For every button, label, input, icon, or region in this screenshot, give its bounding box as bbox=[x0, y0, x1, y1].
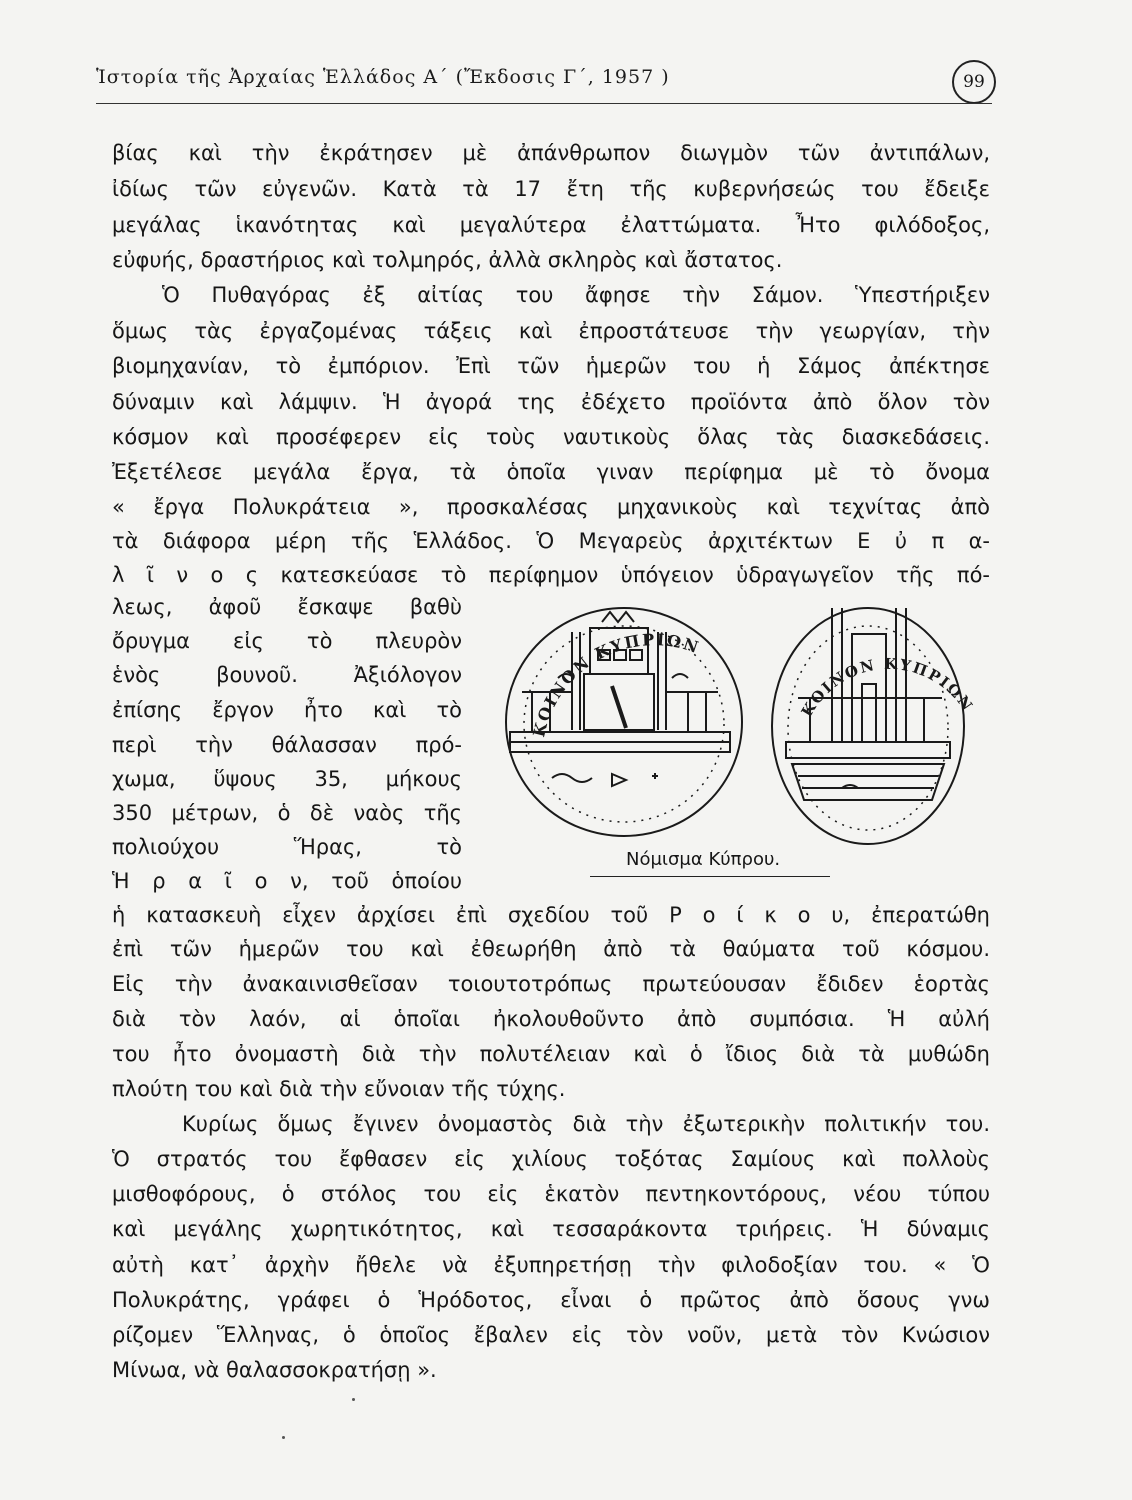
text-line: ρίζομεν Ἕλληνας, ὁ ὁποῖος ἔβαλεν εἰς τὸν νοῦν, μετὰ τὸν Κνώσιον bbox=[112, 1323, 990, 1347]
text-line: διὰ τὸν λαόν, αἱ ὁποῖαι ἠκολουθοῦντο ἀπὸ συμπόσια. Ἡ αὐλή bbox=[112, 1007, 990, 1031]
text-line: τὰ διάφορα μέρη τῆς Ἑλλάδος. Ὁ Μεγαρεὺς ἀρχιτέκτων Ε ὐ π α- bbox=[112, 529, 990, 553]
coin-drawings bbox=[492, 588, 982, 850]
text-line: « ἔργα Πολυκράτεια », προσκαλέσας μηχανικοὺς καὶ τεχνίτας ἀπὸ bbox=[112, 495, 990, 519]
page-speck bbox=[282, 1436, 285, 1439]
text-line: μισθοφόρους, ὁ στόλος του εἰς ἑκατὸν πεντηκοντόρους, νέου τύπου bbox=[112, 1182, 990, 1206]
text-line: λεως, ἀφοῦ ἔσκαψε βαθὺ bbox=[112, 595, 462, 619]
running-header: Ἱστορία τῆς Ἀρχαίας Ἑλλάδος Α΄ (Ἔκδοσις Γ΄, 1957 ) bbox=[96, 66, 670, 88]
page-speck bbox=[352, 1398, 355, 1401]
coin-illustration bbox=[492, 588, 982, 884]
text-line: κόσμον καὶ προσέφερεν εἰς τοὺς ναυτικοὺς ὅλας τὰς διασκεδάσεις. bbox=[112, 425, 990, 449]
text-line: Μίνωα, νὰ θαλασσοκρατήσῃ ». bbox=[112, 1358, 437, 1382]
caption-rule bbox=[590, 876, 830, 877]
text-line: χωμα, ὕψους 35, μήκους bbox=[112, 767, 462, 791]
text-line: ὄρυγμα εἰς τὸ πλευρὸν bbox=[112, 629, 462, 653]
text-line: Ἡ ρ α ῖ ο ν, τοῦ ὁποίου bbox=[112, 869, 462, 893]
text-line: εὐφυής, δραστήριος καὶ τολμηρός, ἀλλὰ σκληρὸς καὶ ἄστατος. bbox=[112, 248, 783, 272]
text-line: 350 μέτρων, ὁ δὲ ναὸς τῆς bbox=[112, 801, 462, 825]
text-line: ἐπίσης ἔργον ἦτο καὶ τὸ bbox=[112, 698, 462, 722]
figure-caption: Νόμισμα Κύπρου. bbox=[626, 849, 781, 870]
text-line: πολιούχου Ἥρας, τὸ bbox=[112, 835, 462, 859]
text-line: του ἦτο ὀνομαστὴ διὰ τὴν πολυτέλειαν καὶ ὁ ἴδιος διὰ τὰ μυθώδη bbox=[112, 1042, 990, 1066]
coin-reverse bbox=[772, 608, 964, 844]
text-line: ἰδίως τῶν εὐγενῶν. Κατὰ τὰ 17 ἔτη τῆς κυβερνήσεώς του ἔδειξε bbox=[112, 177, 990, 201]
text-line: Ὁ στρατός του ἔφθασεν εἰς χιλίους τοξότας Σαμίους καὶ πολλοὺς bbox=[112, 1147, 990, 1171]
coin-obverse-legend: ΚΟΙΝΟΝ ΚΥΠΡΙΩΝ bbox=[529, 630, 703, 739]
text-line: περὶ τὴν θάλασσαν πρό- bbox=[112, 733, 462, 757]
text-line: ἑνὸς βουνοῦ. Ἀξιόλογον bbox=[112, 663, 462, 687]
text-line: καὶ μεγάλης χωρητικότητος, καὶ τεσσαράκοντα τριήρεις. Ἡ δύναμις bbox=[112, 1217, 990, 1241]
text-line: Ἐξετέλεσε μεγάλα ἔργα, τὰ ὁποῖα γιναν περίφημα μὲ τὸ ὄνομα bbox=[112, 460, 990, 484]
text-line: Πολυκράτης, γράφει ὁ Ἡρόδοτος, εἶναι ὁ πρῶτος ἀπὸ ὅσους γνω bbox=[112, 1288, 990, 1312]
text-line: ἡ κατασκευὴ εἶχεν ἀρχίσει ἐπὶ σχεδίου τοῦ Ρ ο ί κ ο υ, ἐπερατώθη bbox=[112, 903, 990, 927]
text-line: πλούτη του καὶ διὰ τὴν εὔνοιαν τῆς τύχης. bbox=[112, 1077, 566, 1101]
text-line: λ ῖ ν ο ς κατεσκεύασε τὸ περίφημον ὑπόγειον ὑδραγωγεῖον τῆς πό- bbox=[112, 563, 990, 587]
header-rule bbox=[96, 103, 992, 104]
text-line: ὅμως τὰς ἐργαζομένας τάξεις καὶ ἐπροστάτευσε τὴν γεωργίαν, τὴν bbox=[112, 319, 990, 343]
text-line: ἐπὶ τῶν ἡμερῶν του καὶ ἐθεωρήθη ἀπὸ τὰ θαύματα τοῦ κόσμου. bbox=[112, 937, 990, 961]
page-number: 99 bbox=[952, 60, 996, 104]
paragraph-first-line: Ὁ Πυθαγόρας ἐξ αἰτίας του ἄφησε τὴν Σάμον. Ὑπεστήριξεν bbox=[162, 283, 990, 307]
paragraph-first-line: Κυρίως ὅμως ἔγινεν ὀνομαστὸς διὰ τὴν ἐξωτερικὴν πολιτικήν του. bbox=[182, 1112, 990, 1136]
text-line: βίας καὶ τὴν ἐκράτησεν μὲ ἀπάνθρωπον διωγμὸν τῶν ἀντιπάλων, bbox=[112, 141, 990, 165]
text-line: δύναμιν καὶ λάμψιν. Ἡ ἀγορά της ἐδέχετο προϊόντα ἀπὸ ὅλον τὸν bbox=[112, 390, 990, 414]
text-line: βιομηχανίαν, τὸ ἐμπόριον. Ἐπὶ τῶν ἡμερῶν του ἡ Σάμος ἀπέκτησε bbox=[112, 354, 990, 378]
coin-reverse-legend: ΚΟΙΝΟΝ ΚΥΠΡΙΩΝ bbox=[797, 654, 978, 720]
text-line: αὐτὴ κατ᾽ ἀρχὴν ἤθελε νὰ ἐξυπηρετήσῃ τὴν φιλοδοξίαν του. « Ὁ bbox=[112, 1253, 990, 1277]
text-line: Εἰς τὴν ἀνακαινισθεῖσαν τοιουτοτρόπως πρωτεύουσαν ἔδιδεν ἑορτὰς bbox=[112, 972, 990, 996]
text-line: μεγάλας ἱκανότητας καὶ μεγαλύτερα ἐλαττώματα. Ἦτο φιλόδοξος, bbox=[112, 213, 990, 237]
